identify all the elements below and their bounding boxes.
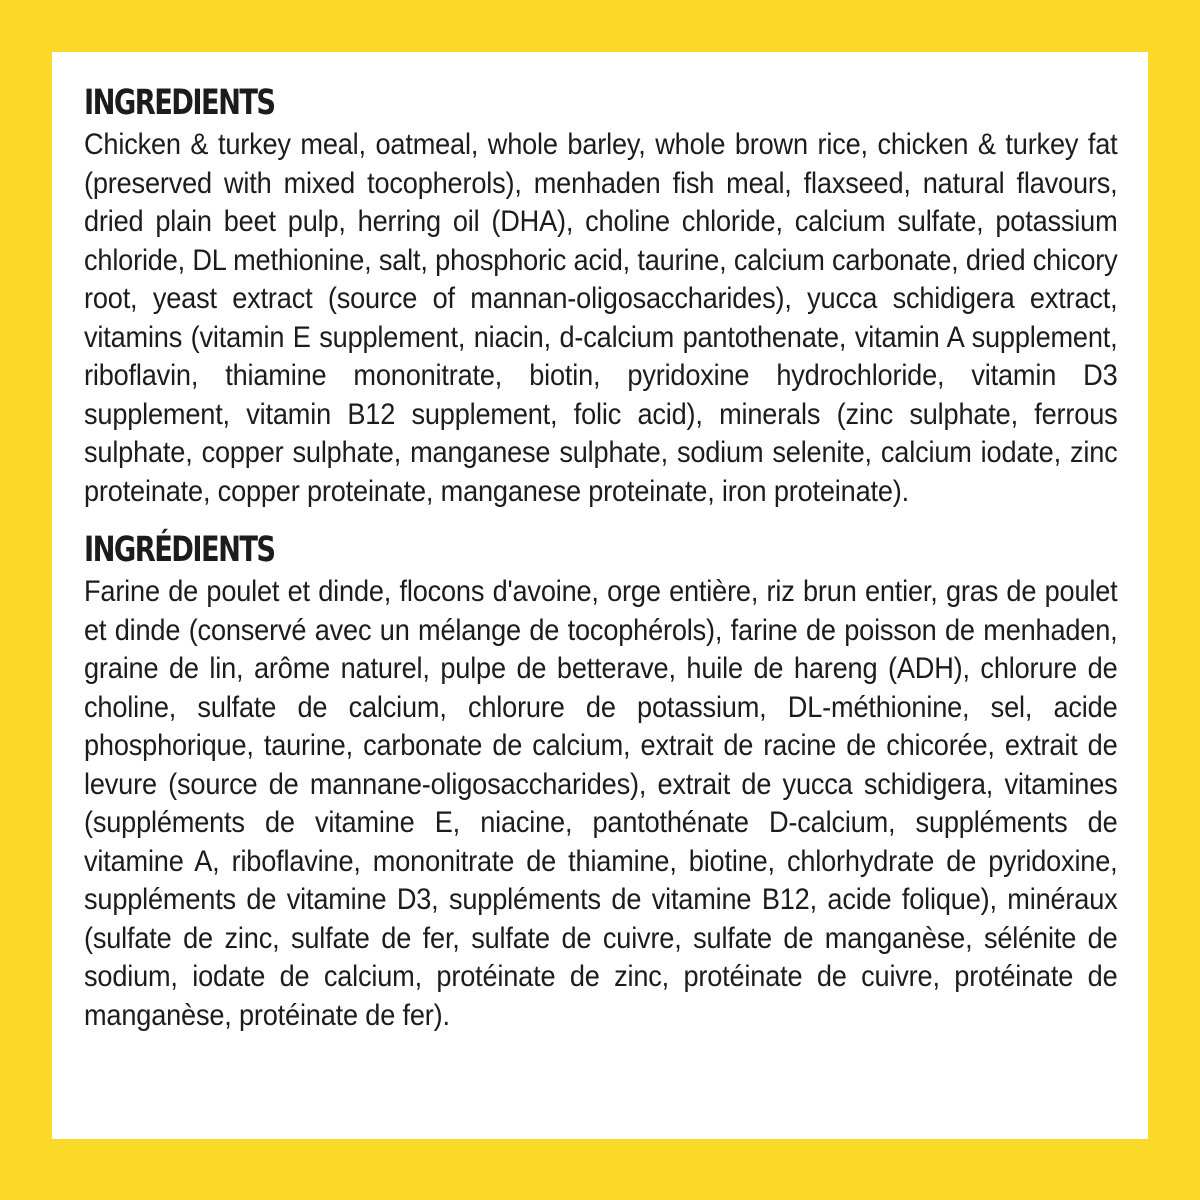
english-ingredients-text: Chicken & turkey meal, oatmeal, whole barley, whole brown rice, chicken & turkey fat (preserved with mixed tocopherols), menhaden fish meal, flaxseed, natural flavours, dried plain beet pulp, herring oil (DHA), choline chloride, calcium sulfate, potassium chloride, DL methionine, salt, phosphoric acid, taurine, calcium carbonate, dried chicory root, yeast extract (source of mannan-oligosaccharides), yucca schidigera extract, vitamins (vitamin E supplement, niacin, d-calcium pantothenate, vitamin A supplement, riboflavin, thiamine mononitrate, biotin, pyridoxine hydrochloride, vitamin D3 supplement, vitamin B12 supplement, folic acid), minerals (zinc sulphate, ferrous sulphate, copper sulphate, manganese sulphate, sodium selenite, calcium iodate, zinc proteinate, copper proteinate, manganese proteinate, iron proteinate).: [84, 128, 1118, 508]
english-heading: INGREDIENTS: [84, 83, 275, 123]
french-ingredients-section: [84, 530, 1118, 1035]
french-heading: INGRÉDIENTS: [84, 530, 275, 570]
ingredients-panel: [52, 52, 1148, 1139]
french-ingredients-text: Farine de poulet et dinde, flocons d'avoine, orge entière, riz brun entier, gras de poulet et dinde (conservé avec un mélange de tocophérols), farine de poisson de menhaden, graine de lin, arôme naturel, pulpe de betterave, huile de hareng (ADH), chlorure de choline, sulfate de calcium, chlorure de potassium, DL-méthionine, sel, acide phosphorique, taurine, carbonate de calcium, extrait de racine de chicorée, extrait de levure (source de mannane-oligosaccharides), extrait de yucca schidigera, vitamines (suppléments de vitamine E, niacine, pantothénate D-calcium, suppléments de vitamine A, riboflavine, mononitrate de thiamine, biotine, chlorhydrate de pyridoxine, suppléments de vitamine D3, suppléments de vitamine B12, acide folique), minéraux (sulfate de zinc, sulfate de fer, sulfate de cuivre, sulfate de manganèse, sélénite de sodium, iodate de calcium, protéinate de zinc, protéinate de cuivre, protéinate de manganèse, protéinate de fer).: [84, 575, 1118, 1032]
english-ingredients-section: [84, 83, 1118, 511]
